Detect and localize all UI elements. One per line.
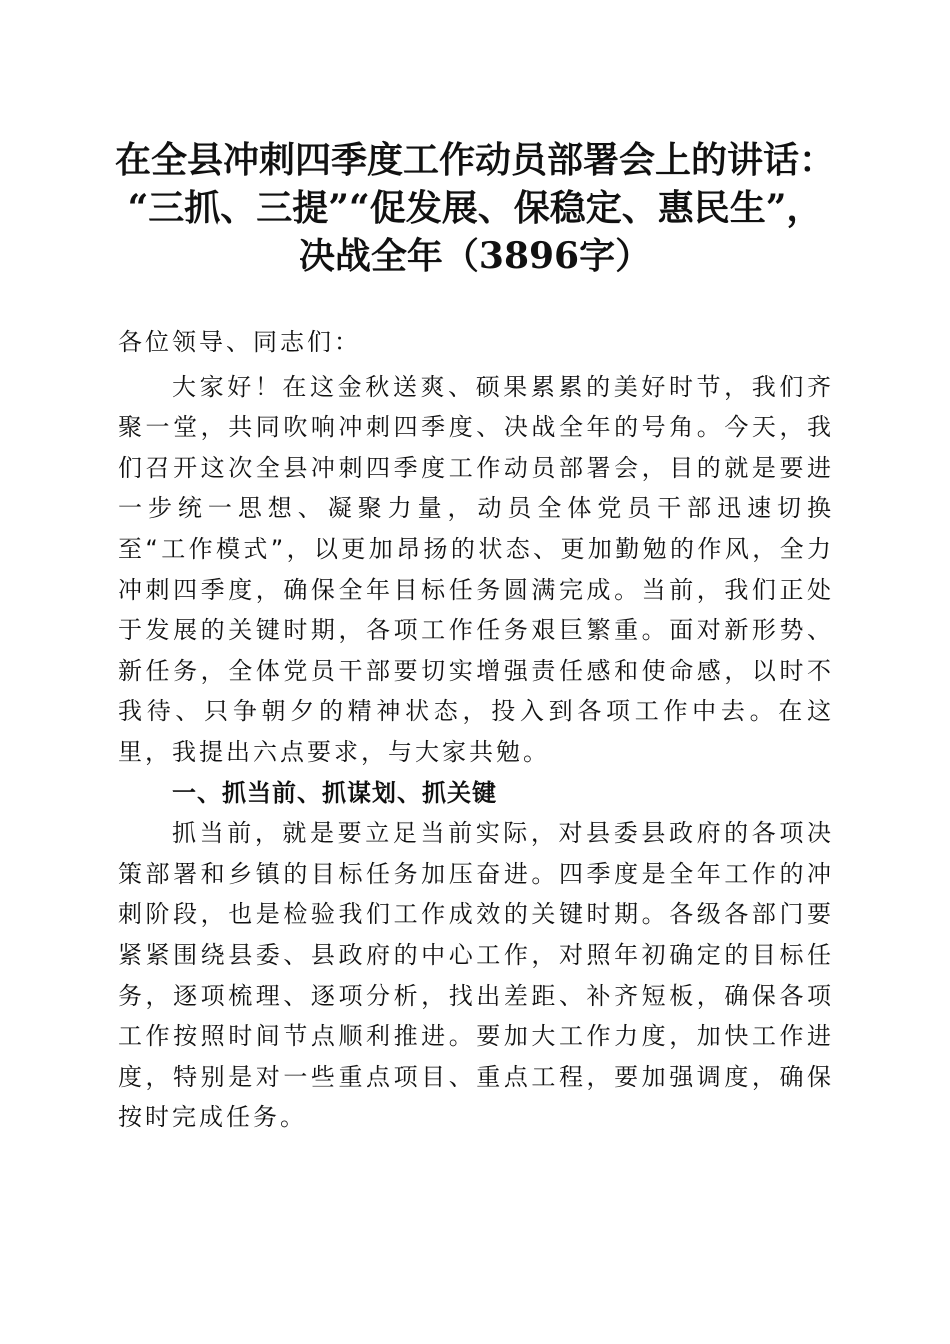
section-1-paragraph: 抓当前，就是要立足当前实际，对县委县政府的各项决策部署和乡镇的目标任务加压奋进。四季度是全年工作的冲刺阶段，也是检验我们工作成效的关键时期。各级各部门要紧紧围绕县委、县政府的中心工作，对照年初确定的目标任务，逐项梳理、逐项分析，找出差距、补齐短板，确保各项工作按照时间节点顺利推进。要加大工作力度，加快工作进度，特别是对一些重点项目、重点工程，要加强调度，确保按时完成任务。: [118, 819, 834, 1132]
opening-paragraph: 大家好！在这金秋送爽、硕果累累的美好时节，我们齐聚一堂，共同吹响冲刺四季度、决战全年的号角。今天，我们召开这次全县冲刺四季度工作动员部署会，目的就是要进一步统一思想、凝聚力量，动员全体党员干部迅速切换至“工作模式”，以更加昂扬的状态、更加勤勉的作风，全力冲刺四季度，确保全年目标任务圆满完成。当前，我们正处于发展的关键时期，各项工作任务艰巨繁重。面对新形势、新任务，全体党员干部要切实增强责任感和使命感，以时不我待、只争朝夕的精神状态，投入到各项工作中去。在这里，我提出六点要求，与大家共勉。: [118, 372, 834, 766]
title-line-2: “三抓、三提”“促发展、保稳定、惠民生”，: [127, 187, 823, 229]
document-body: [118, 322, 834, 1138]
section-heading-1: 一、抓当前、抓谋划、抓关键: [172, 778, 497, 807]
title-line-1: 在全县冲刺四季度工作动员部署会上的讲话：: [114, 139, 835, 181]
salutation: 各位领导、同志们：: [118, 328, 361, 356]
title-line-3: 决战全年（3896字）: [298, 235, 652, 277]
document-title: [100, 136, 850, 280]
